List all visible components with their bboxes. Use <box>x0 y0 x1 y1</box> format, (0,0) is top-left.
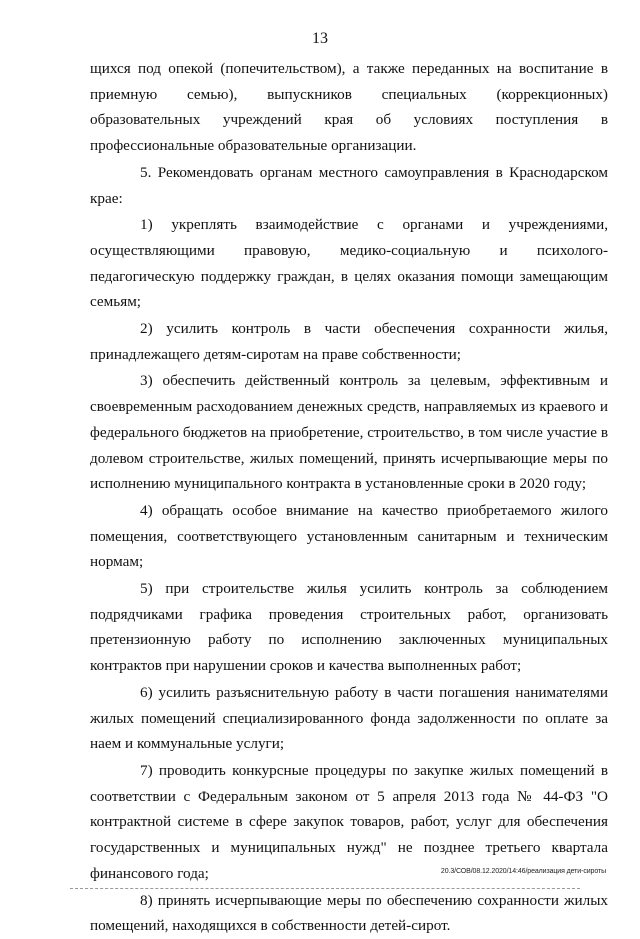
paragraph-subitem-6: 6) усилить разъяснительную работу в части погашения нанимателями жилых помещений специализированного фонда задолженности по оплате за наем и коммунальные услуги; <box>90 683 608 753</box>
paragraph-continuation: щихся под опекой (попечительством), а также переданных на воспитание в приемную семью), выпускников специальных (коррекционных) образовательных учреждений края об условиях поступления в профессиональные образовательные организации. <box>90 60 608 155</box>
paragraph-subitem-1: 1) укреплять взаимодействие с органами и учреждениями, осуществляющими правовую, медико-социальную и психолого-педагогическую поддержку граждан, в целях оказания помощи замещающим семьям; <box>90 216 608 311</box>
page-number: 13 <box>312 30 328 47</box>
paragraph-subitem-8: 8) принять исчерпывающие меры по обеспечению сохранности жилых помещений, находящихся в собственности детей-сирот. <box>90 891 608 935</box>
paragraph-item-5: 5. Рекомендовать органам местного самоуправления в Краснодарском крае: <box>90 163 608 207</box>
paragraph-subitem-3: 3) обеспечить действенный контроль за целевым, эффективным и своевременным расходованием денежных средств, направляемых из краевого и федерального бюджетов на приобретение, строительство, в том числе участие в долевом строительстве, жилых помещений, принять исчерпывающие меры по исполнению муниципального контракта в установленные сроки в 2020 году; <box>90 372 608 493</box>
scan-edge-divider <box>70 888 580 889</box>
document-body <box>90 56 608 939</box>
paragraph-subitem-5: 5) при строительстве жилья усилить контроль за соблюдением подрядчиками графика проведения строительных работ, организовать претензионную работу по исполнению заключенных муниципальных контрактов при нарушении сроков и качества выполненных работ; <box>90 580 608 675</box>
paragraph-subitem-2: 2) усилить контроль в части обеспечения сохранности жилья, принадлежащего детям-сиротам на праве собственности; <box>90 320 608 363</box>
paragraph-subitem-7: 7) проводить конкурсные процедуры по закупке жилых помещений в соответствии с Федеральным законом от 5 апреля 2013 года № 44-ФЗ "О контрактной системе в сфере закупок товаров, работ, услуг для обеспечения государственных и муниципальных нужд" не позднее третьего квартала финансового года; <box>90 761 608 882</box>
footer-document-code: 20.3/СОВ/08.12.2020/14:46/реализация дети-сироты <box>440 868 606 875</box>
paragraph-subitem-4: 4) обращать особое внимание на качество приобретаемого жилого помещения, соответствующего установленным санитарным и техническим нормам; <box>90 501 608 571</box>
